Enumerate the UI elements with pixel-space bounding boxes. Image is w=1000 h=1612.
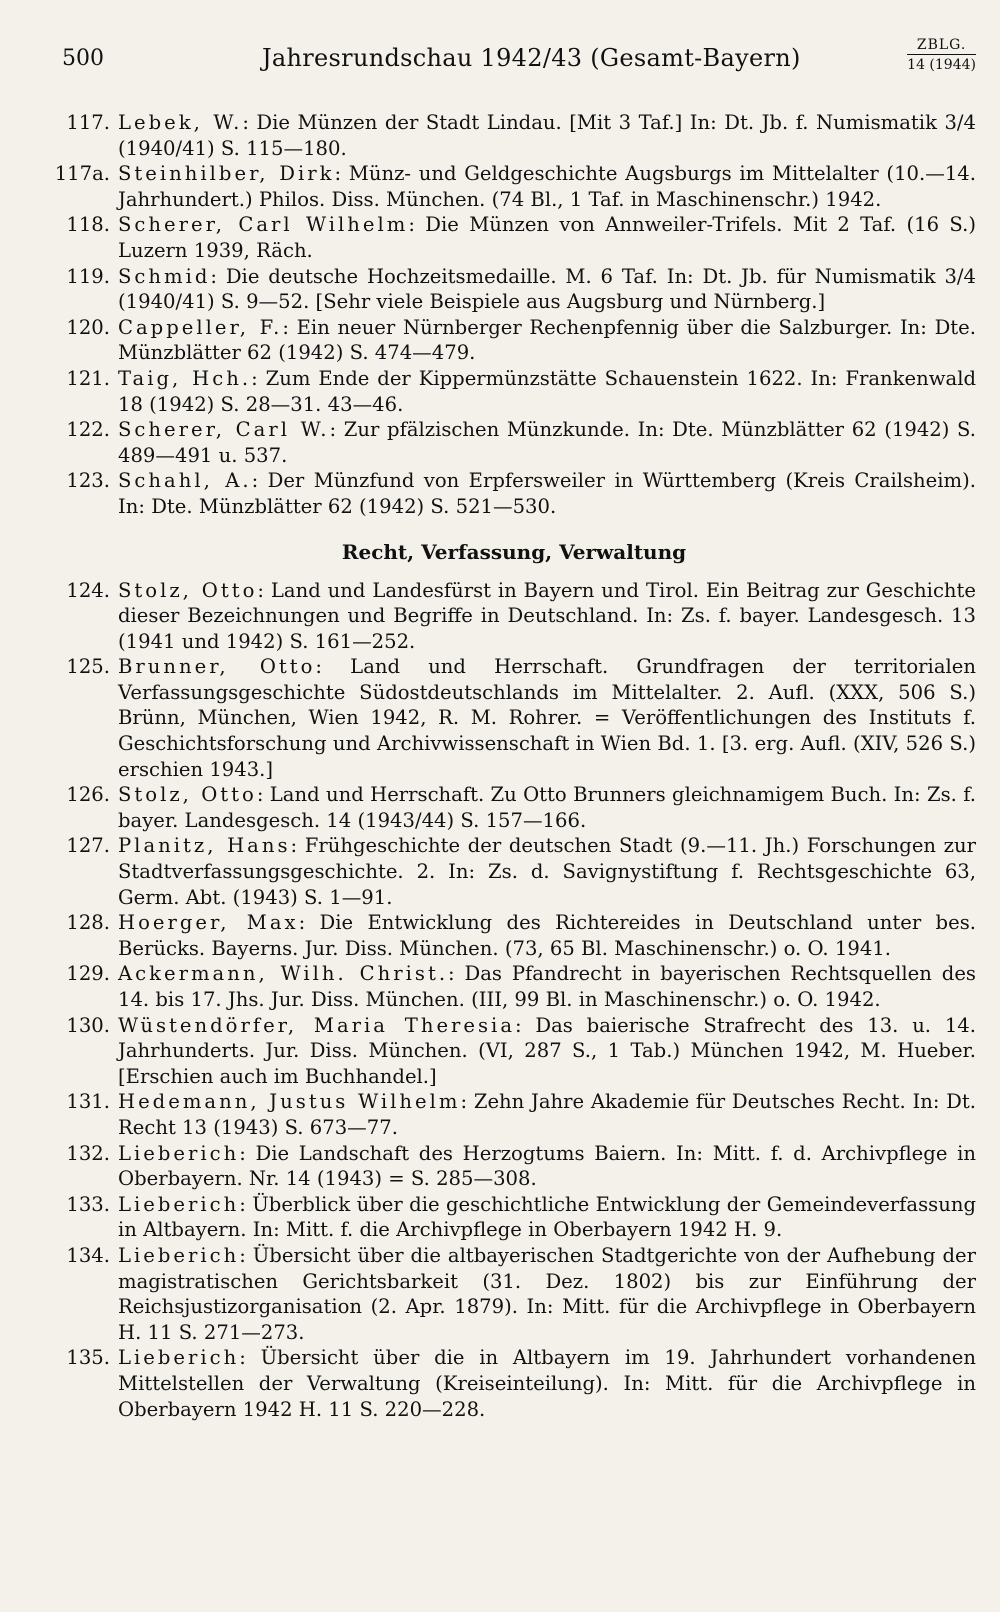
entry-number: 130. [66,1013,110,1037]
entry-author: Wüstendörfer, Maria Theresia [118,1013,516,1037]
entry-author: Schmid [118,264,211,288]
entry-citation: : Überblick über die geschichtliche Entwicklung der Gemeindeverfassung in Altbayern. In: Mitt. f. die Archivpflege in Oberbayern 1942 H. 9. [118,1192,976,1242]
entry-citation: : Die Münzen der Stadt Lindau. [Mit 3 Taf.] In: Dt. Jb. f. Numismatik 3/4 (1940/41) S. 115—180. [118,111,976,160]
entry-citation: : Die Entwicklung des Richtereides in Deutschland unter bes. Berücks. Bayerns. Jur. Diss. München. (73, 65 Bl. Maschinenschr.) o. O. 1941. [118,911,976,960]
entry-citation: : Land und Herrschaft. Grundfragen der territorialen Verfassungsgeschichte Südostdeutschlands im Mittelalter. 2. Aufl. (XXX, 506 S.) Brünn, München, Wien 1942, R. M. Rohrer. = Veröffentlichungen des Instituts f. Geschichtsforschung und Archivwissenschaft in Wien Bd. 1. [3. erg. Aufl. (XIV, 526 S.) erschien 1943.] [118,655,976,781]
entry-text [118,264,976,315]
entry-author: Stolz, Otto [118,578,258,602]
bibliography-entry [52,1141,976,1192]
entry-text [118,833,976,910]
entry-number: 119. [66,264,110,288]
entry-number: 121. [66,366,110,390]
entry-citation: : Land und Herrschaft. Zu Otto Brunners gleichnamigem Buch. In: Zs. f. bayer. Landesgesch. 14 (1943/44) S. 157—166. [118,783,976,832]
entry-author: Lebek, W. [118,111,243,134]
entry-citation: : Zehn Jahre Akademie für Deutsches Recht. In: Dt. Recht 13 (1943) S. 673—77. [118,1090,976,1139]
entry-citation: : Das Pfandrecht in bayerischen Rechtsquellen des 14. bis 17. Jhs. Jur. Diss. München. (III, 99 Bl. in Maschinenschr.) o. O. 1942. [118,962,976,1011]
bibliography-list-law [52,578,976,1423]
bibliography-entry [52,468,976,519]
entry-citation: : Das baierische Strafrecht des 13. u. 14. Jahrhunderts. Jur. Diss. München. (VI, 287 S., 1 Tab.) München 1942, M. Hueber. [Erschien auch im Buchhandel.] [118,1013,976,1088]
bibliography-entry [52,782,976,833]
running-title: Jahresrundschau 1942/43 (Gesamt-Bayern) [262,44,801,72]
bibliography-entry [52,833,976,910]
entry-number: 132. [66,1141,110,1165]
entry-author: Scherer, Carl Wilhelm [118,213,409,237]
entry-author: Lieberich [118,1141,240,1165]
entry-text [118,1013,976,1090]
bibliography-entry [52,212,976,263]
bibliography-entry [52,264,976,315]
entry-number: 125. [66,655,110,679]
entry-number: 117. [66,111,110,134]
entry-citation: : Die deutsche Hochzeitsmedaille. M. 6 Taf. In: Dt. Jb. für Numismatik 3/4 (1940/41) S. 9—52. [Sehr viele Beispiele aus Augsburg und Nürnberg.] [118,264,976,314]
bibliography-entry [52,110,976,161]
entry-author: Lieberich [118,1243,240,1267]
entry-number: 124. [66,578,110,602]
page-header [52,36,976,96]
entry-citation: : Übersicht über die in Altbayern im 19. Jahrhundert vorhandenen Mittelstellen der Verwaltung (Kreiseinteilung). In: Mitt. für die Archivpflege in Oberbayern 1942 H. 11 S. 220—228. [118,1346,976,1421]
entry-text [118,161,976,212]
section-heading: Recht, Verfassung, Verwaltung [341,539,687,564]
entry-number: 118. [66,213,110,237]
entry-text [118,910,976,961]
entry-text [118,961,976,1012]
entry-citation: : Übersicht über die altbayerischen Stadtgerichte von der Aufhebung der magistratischen Gerichtsbarkeit (31. Dez. 1802) bis zur Einführung der Reichsjustizorganisation (2. Apr. 1879). In: Mitt. für die Archivpflege in Oberbayern H. 11 S. 271—273. [118,1243,976,1344]
entry-text [118,1141,976,1192]
entry-author: Planitz, Hans [118,834,291,858]
entry-author: Hedemann, Justus Wilhelm [118,1090,461,1114]
bibliography-entry [52,578,976,655]
entry-text [118,654,976,782]
entry-author: Schahl, A. [118,469,252,493]
bibliography-list-numismatics [52,110,976,520]
entry-number: 129. [66,962,110,986]
bibliography-entry [52,161,976,212]
entry-author: Brunner, Otto [118,655,316,679]
entry-text [118,212,976,263]
entry-number: 133. [66,1192,110,1216]
bibliography-entry [52,1013,976,1090]
entry-number: 117a. [54,162,110,186]
entry-citation: : Zur pfälzischen Münzkunde. In: Dte. Münzblätter 62 (1942) S. 489—491 u. 537. [118,418,976,467]
entry-text [118,417,976,468]
entry-author: Steinhilber, Dirk [118,162,335,186]
entry-number: 131. [66,1090,110,1114]
entry-citation: : Zum Ende der Kippermünzstätte Schauenstein 1622. In: Frankenwald 18 (1942) S. 28—31. 43—46. [118,366,976,416]
entry-number: 122. [66,418,110,442]
bibliography-entry [52,1089,976,1140]
entry-author: Lieberich [118,1346,240,1370]
entry-author: Hoerger, Max [118,911,299,935]
entry-text [118,315,976,366]
entry-text [118,366,976,417]
entry-author: Taig, Hch. [118,366,252,390]
entry-citation: : Der Münzfund von Erpfersweiler in Württemberg (Kreis Crailsheim). In: Dte. Münzblätter 62 (1942) S. 521—530. [118,469,976,518]
entry-number: 127. [66,834,110,858]
journal-issue: 14 (1944) [907,54,976,74]
entry-author: Lieberich [118,1192,240,1216]
bibliography-entry [52,1243,976,1345]
entry-citation: : Die Münzen von Annweiler-Trifels. Mit 2 Taf. (16 S.) Luzern 1939, Räch. [118,213,976,262]
entry-author: Scherer, Carl W. [118,418,330,442]
entry-text [118,578,976,655]
entry-citation: : Münz- und Geldgeschichte Augsburgs im Mittelalter (10.—14. Jahrhundert.) Philos. Diss. München. (74 Bl., 1 Taf. in Maschinenschr.) 1942. [118,162,976,211]
entry-text [118,1243,976,1345]
entry-text [118,1089,976,1140]
entry-number: 126. [66,783,110,807]
entry-text [118,110,976,161]
bibliography-entry [52,1192,976,1243]
entry-number: 120. [66,315,110,339]
bibliography-entry [52,910,976,961]
bibliography-entry [52,417,976,468]
entry-citation: : Land und Landesfürst in Bayern und Tirol. Ein Beitrag zur Geschichte dieser Bezeichnungen und Begriffe in Deutschland. In: Zs. f. bayer. Landesgesch. 13 (1941 und 1942) S. 161—252. [118,578,976,653]
entry-number: 134. [66,1243,110,1267]
entry-author: Ackermann, Wilh. Christ. [118,962,449,986]
entry-number: 128. [66,911,110,935]
entry-text [118,1345,976,1422]
bibliography-entry [52,654,976,782]
entry-number: 135. [66,1346,110,1370]
entry-citation: : Die Landschaft des Herzogtums Baiern. In: Mitt. f. d. Archivpflege in Oberbayern. Nr. 14 (1943) = S. 285—308. [118,1141,976,1191]
page-number: 500 [62,46,104,71]
entry-citation: : Ein neuer Nürnberger Rechenpfennig über die Salzburger. In: Dte. Münzblätter 62 (1942) S. 474—479. [118,315,976,365]
entry-author: Stolz, Otto [118,783,257,807]
journal-reference [907,36,976,74]
bibliography-entry [52,315,976,366]
entry-text [118,1192,976,1243]
entry-text [118,782,976,833]
bibliography-entry [52,1345,976,1422]
bibliography-entry [52,366,976,417]
entry-text [118,468,976,519]
bibliography-entry [52,961,976,1012]
entry-number: 123. [66,469,110,493]
journal-abbreviation: ZBLG. [916,37,967,53]
entry-citation: : Frühgeschichte der deutschen Stadt (9.—11. Jh.) Forschungen zur Stadtverfassungsgeschichte. 2. In: Zs. d. Savignystiftung f. Rechtsgeschichte 63, Germ. Abt. (1943) S. 1—91. [118,834,976,909]
entry-author: Cappeller, F. [118,315,283,339]
